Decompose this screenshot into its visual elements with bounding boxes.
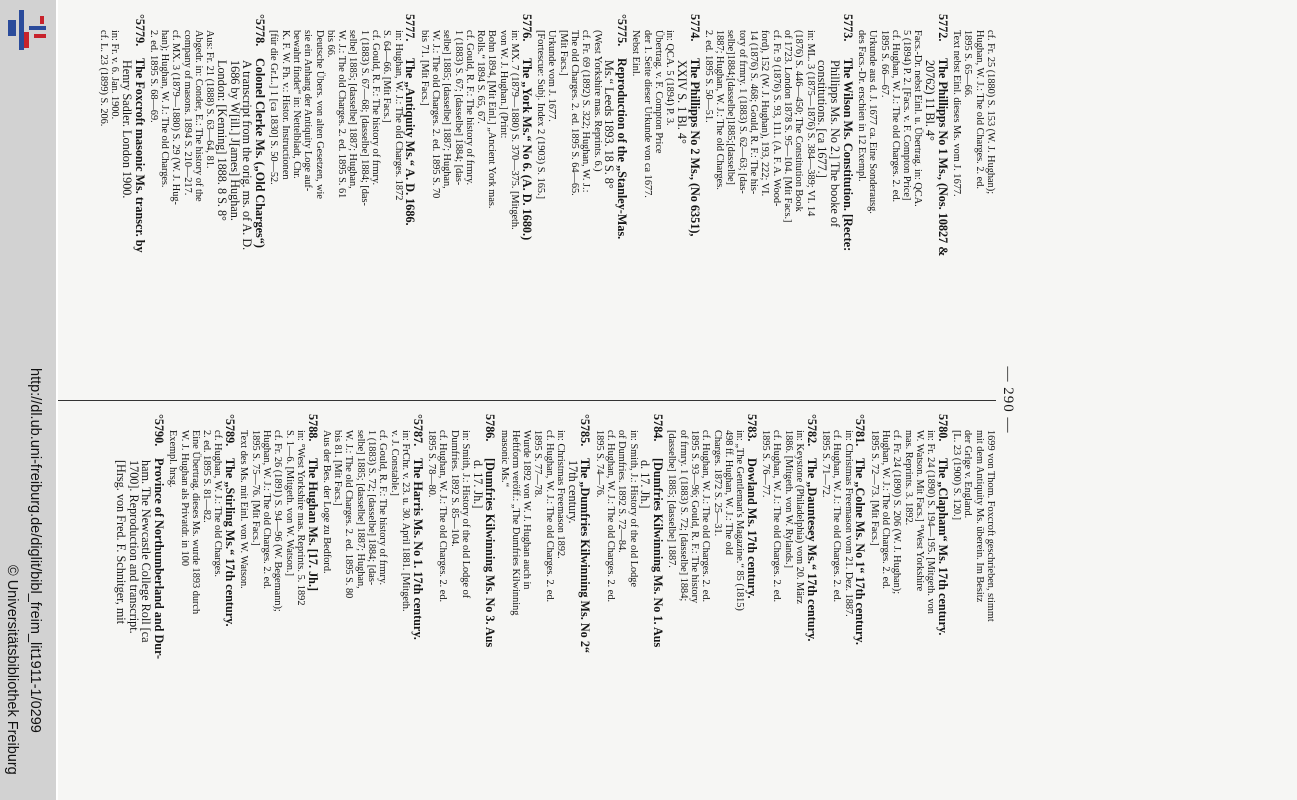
entry-note-line: cf. Hughan, W. J.: The old Charges. 2. ed. xyxy=(437,430,449,603)
entry-title: The Phillipps No 1 Ms., (Nos. 10827 & xyxy=(935,58,950,257)
entry-note-line: in: Christmas Freemason vom 21. Dez. 1887. xyxy=(842,430,854,617)
entry-title-line: 1700]. Reproduction and transcript. xyxy=(126,460,141,634)
entry-note-line: 1895 S. 77—78. xyxy=(532,430,544,498)
entry-note-line: selbe] 1885; [dasselbe] 1887; Hughan, xyxy=(347,30,359,189)
entry-note-line: 1895 S. 75—76. [Mit Facs.] xyxy=(249,430,261,546)
entry-note-line: of 1723. London 1878 S. 95—104. [Mit Facs.] xyxy=(781,30,793,223)
entry-number: °5789. xyxy=(223,414,238,447)
entry-note-line: bis 81. [Mit Facs.] xyxy=(332,430,344,506)
entry-title-line: 1686 by W[ill.] J[ames] Hughan. xyxy=(227,60,242,221)
entry-note-line: Urkunde vom J. 1677. xyxy=(546,30,558,122)
bibliography-entry xyxy=(418,14,532,386)
entry-title-line: d. 17. Jh.] xyxy=(638,460,653,509)
entry-title-line: ham. The Newcastle College Roll [ca xyxy=(139,460,154,643)
entry-title-line: 17th century. xyxy=(565,460,580,524)
entry-note-line: Deutsche Übers. von alten Gesetzen, wie xyxy=(313,30,325,199)
entry-note-line: W. J.: The old Charges. 2. ed. 1895 S. 80 xyxy=(343,430,355,599)
entry-heading xyxy=(854,414,867,786)
bibliography-entry xyxy=(535,14,628,386)
entry-note-line: 5 (1894) P. 2. [Facs. v. F. Compton Price] xyxy=(901,30,913,201)
entry-heading xyxy=(484,414,497,786)
entry-note-line: 1 (1883) S. 67; [dasselbe] 1884; [das- xyxy=(452,30,464,186)
entry-title: The Foxcroft masonic Ms. transcr. by xyxy=(132,58,147,253)
entry-note-line: 1895 S. 66—67. xyxy=(878,30,890,98)
entry-note-line: in: Fr. 24 (1890) S. 194—195. [Mitgeth. von xyxy=(925,430,937,614)
entry-note-line: 1895 S. 74—76. xyxy=(593,430,605,498)
entry-note-line: [Fortescue: Subj. Index 2 (1903) S. 165.] xyxy=(535,30,547,200)
entry-note-line: Abgedr. in: Conder, E.: The history of the xyxy=(193,30,205,202)
entry-title: [Dumfries Kilwinning Ms. No 1. Aus xyxy=(651,458,666,648)
entry-note-line: selbe] 1885; [dasselbe] 1887; Hughan, xyxy=(441,30,453,189)
entry-note-line: 2. ed. 1895 S. 50—51. xyxy=(702,30,714,123)
entry-note-line: 1895 S. 65—66. xyxy=(962,30,974,98)
entry-note-line: mas. Reprints. 3. 1892. xyxy=(902,430,914,526)
bibliography-entry xyxy=(703,14,854,386)
bibliography-entry xyxy=(268,14,416,386)
entry-note-line: S. 64—66. [Mit Facs.] xyxy=(381,30,393,123)
entry-note-line: cf. L. 23 (1899) S. 206. xyxy=(97,30,109,127)
entry-note-line: 1895 S. 93—96; Gould, R. F.: The history xyxy=(688,430,700,604)
entry-note-line: cf. Hughan, W. J.: The old Charges. xyxy=(212,430,224,577)
entry-note-line: Übertrag. v. F. Compton Price xyxy=(652,30,664,154)
entry-heading xyxy=(936,14,949,386)
entry-number: 5788. xyxy=(305,414,320,442)
entry-number: 5772. xyxy=(935,14,950,42)
entry-heading xyxy=(615,14,628,386)
entry-note-line: cf. Hughan, W. J.: The old Charges. 2. ed. xyxy=(771,430,783,603)
entry-note-line: in: Hughan, W. J.: The old Charges. 1872 xyxy=(392,30,404,201)
bibliography-entry xyxy=(498,414,591,786)
entry-title: The „Colne Ms. No 1“ 17th century. xyxy=(853,458,868,645)
entry-number: 5783. xyxy=(744,414,759,442)
entry-note-line: W. J.: The old Charges. 2. ed. 1895 S. 70 xyxy=(429,30,441,199)
entry-heading xyxy=(745,414,758,786)
right-column xyxy=(112,414,996,786)
entry-number: 5786. xyxy=(483,414,498,442)
entry-note-line: Nebst Einl. xyxy=(630,30,642,77)
entry-note-line: W. J.: The old Charges. 2. ed. 1895 S. 61 xyxy=(336,30,348,199)
entry-note-line: Text des Ms. mit Einl. von W. Watson. xyxy=(238,430,250,589)
entry-heading xyxy=(253,14,266,386)
entry-heading xyxy=(133,14,146,386)
entry-note-line: in: °West Yorkshire mas. Reprints. 5. 1892 xyxy=(294,430,306,606)
column-divider xyxy=(58,400,996,401)
entry-note-line: cf. Hughan, W. J.: The old Charges. 2. ed. xyxy=(605,430,617,603)
entry-title-line: London: [Kenning] 1888. 8 S. 8° xyxy=(215,60,230,221)
bibliography-entry xyxy=(868,414,948,786)
entry-title: The „Clapham“ Ms. 17th century. xyxy=(935,458,950,636)
entry-note-line: The old Charges. 2. ed. 1895 S. 64—65. xyxy=(568,30,580,196)
entry-number: °5785. xyxy=(578,414,593,447)
entry-number: °5778. xyxy=(253,14,268,47)
entry-note-line: bis 71. [Mit Facs.] xyxy=(418,30,430,106)
entry-title: The Phillipps No 2 Ms., (No 6351), xyxy=(687,58,702,237)
entry-title: Dowland Ms. 17th century. xyxy=(744,458,759,599)
entry-note-line: K. F. W. Fh. v.: Histor. Instructionen xyxy=(279,30,291,180)
bibliography-entry xyxy=(167,414,236,786)
entry-number: 5774. xyxy=(687,14,702,42)
entry-note-line: in: Fr. v. 6. Jan. 1900. xyxy=(109,30,121,120)
entry-title: Colonel Clerke Ms. („Old Charges“) xyxy=(253,58,268,248)
entry-title: The „Dauntesey Ms.“ 17th century. xyxy=(804,458,819,642)
entry-title: The „Antiquity Ms.“ A. D. 1686. xyxy=(403,58,418,226)
entry-note-line: masonic Ms.“ xyxy=(498,430,510,488)
bibliography-entry xyxy=(321,414,424,786)
entry-note-line: Hughan, W. J.: The old Charges. 2. ed. xyxy=(973,30,985,189)
bibliography-entry xyxy=(238,414,318,786)
entry-note-line: selbe]1884;[dasselbe]1885;[dasselbe] xyxy=(725,30,737,185)
entry-note-line: in: FrChr. v. 23. u. 30. April 1881. [Mitgeth. xyxy=(399,430,411,612)
entry-title: The „York Ms.“ No 6. (A. D. 1680.) xyxy=(519,58,534,241)
entry-title-line: Ms.“ Leeds 1893. 18 S. 8° xyxy=(602,60,617,189)
entry-note-line: mit dem Antiquity Ms. überein. Im Besitz xyxy=(973,430,985,603)
entry-number: °5775. xyxy=(614,14,629,47)
entry-note-line: 2. ed. 1895 S. 81—82. xyxy=(201,430,213,523)
entry-note-line: 2. ed. 1895 S. 68—69. xyxy=(147,30,159,123)
entry-note-line: selbe] 1885; [dasselbe] 1887; Hughan, xyxy=(354,430,366,589)
entry-note-line: 1895 S. 72—73. [Mit Facs.] xyxy=(868,430,880,546)
entry-heading xyxy=(688,14,701,386)
entry-note-line: cf. Hughan, W. J.: The old Charges. 2. ed. xyxy=(700,430,712,603)
entry-note-line: in: Smith, J.: History of the old Lodge xyxy=(627,430,639,588)
entry-note-line: Aus: Fr. 21 (1888) S. 63—64, 81. xyxy=(204,30,216,169)
entry-title: The Harris Ms. No 1. 17th century. xyxy=(410,458,425,640)
entry-note-line: Dumfries. 1892 S. 85—104. xyxy=(448,430,460,547)
page-content-rotated xyxy=(58,14,1016,786)
entry-note-line: 1887; Hughan, W. J.: The old Charges. xyxy=(714,30,726,190)
entry-note-line: [dasselbe] 1885; [dasselbe] 1887. xyxy=(666,430,678,568)
entry-note-line: 14 (1876) S. 468; Gould, R. F.: The his- xyxy=(748,30,760,195)
bibliography-entry xyxy=(951,14,996,386)
viewer-sidebar xyxy=(0,0,56,800)
bibliography-entry xyxy=(630,14,701,386)
entry-note-line: von W. J. Hughan.] (Print: xyxy=(497,30,509,139)
bibliography-entry xyxy=(951,414,996,786)
entry-note-line: (1876) S. 446—450; The Constitution Book xyxy=(793,30,805,212)
entry-note-line: (West Yorkshire mas. Reprints. 6.) xyxy=(591,30,603,172)
entry-title: The „Stirling Ms.“ 17th century. xyxy=(223,458,238,627)
bibliography-entry xyxy=(760,414,818,786)
entry-note-line: cf. Gould, R. F.: The history of frmry. xyxy=(377,430,389,586)
entry-heading xyxy=(805,414,818,786)
university-library-logo-icon[interactable] xyxy=(4,6,48,52)
bibliography-entry xyxy=(856,14,949,386)
entry-note-line: [L. 23 (1900) S. 120.] xyxy=(951,430,963,521)
entry-title-line: Phillipps Ms. No 2.] The booke of xyxy=(827,60,842,228)
entry-note-line: Facs.-Dr. nebst Einl. u. Übertrag. in: QCA. xyxy=(912,30,924,207)
entry-note-line: in: MX. 7 (1879—1880) S. 370—375. [Mitgeth. xyxy=(509,30,521,230)
entry-note-line: Heftform veröff.: „The Dumfries Kilwinning xyxy=(509,430,521,616)
document-url[interactable]: http://dl.ub.uni-freiburg.de/diglit/bibl_freim_lit1911-1/0299 xyxy=(27,368,43,733)
entry-note-line: Urkunde aus d. J. 1677 ca. Eine Sonderausg. xyxy=(867,30,879,214)
entry-note-line: cf. Gould, R. F.: The history of frmry. xyxy=(370,30,382,186)
entry-title: Province of Northumberland and Dur- xyxy=(151,458,166,660)
entry-note-line: of frmry. 1 (1883) S. 72; [dasselbe] 1884; xyxy=(677,430,689,602)
entry-note-line: cf. Fr. 24 (1890) S. 206 (W. J. Hughan); xyxy=(891,430,903,595)
page-header xyxy=(998,14,1014,786)
entry-note-line: 1 (1883) S. 72; [dasselbe] 1884; [das- xyxy=(366,430,378,586)
entry-heading xyxy=(152,414,165,786)
entry-note-line: cf. Gould, R. F.: The history of frmry. xyxy=(463,30,475,186)
entry-title: [Dumfries Kilwinning Ms. No 3. Aus xyxy=(483,458,498,648)
entry-title-line: XXIV S. 1 Bl. 4° xyxy=(674,60,689,144)
entry-note-line: cf. Hughan, W. J.: The old Charges. 2. ed. xyxy=(543,430,555,603)
entry-heading xyxy=(651,414,664,786)
entry-note-line: Hughan, W. J.: The old Charges. 2. ed. xyxy=(879,430,891,589)
entry-note-line: cf. Fr. 9 (1876) S. 93, 111. (A. F. A. Wood- xyxy=(770,30,782,207)
bibliography-entry xyxy=(820,414,867,786)
entry-note-line: company of masons. 1894 S. 210—217. xyxy=(181,30,193,196)
entry-heading xyxy=(520,14,533,386)
entry-heading xyxy=(411,414,424,786)
entry-heading xyxy=(306,414,319,786)
scanned-page xyxy=(58,0,1297,800)
entry-heading xyxy=(404,14,417,386)
entry-number: °5779. xyxy=(132,14,147,47)
entry-number: °5790. xyxy=(151,414,166,447)
entry-note-line: 1 (1883) S. 67—68; [dasselbe] 1884; [das- xyxy=(358,30,370,206)
entry-note-line: 1895 S. 76—77. xyxy=(760,430,772,498)
entry-note-line: cf. Hughan, W. J.: The old Charges. 2. ed. xyxy=(889,30,901,203)
entry-note-line: 1886. [Mitgeth. von W. Rylands.] xyxy=(782,430,794,569)
entry-note-line: der Grlge v. England. xyxy=(962,430,974,519)
entry-note-line: W. Watson. Mit Facs.] °West Yorkshire xyxy=(913,430,925,592)
entry-note-line: [für die Gr.L.] 1 [ca 1830] S. 50—52. xyxy=(268,30,280,185)
bibliography-entry xyxy=(98,14,146,386)
entry-note-line: in: „The Gentleman's Magazine.“ 85 (1815) xyxy=(734,430,746,611)
entry-title-line: A transcript from the orig. ms. of A. D. xyxy=(240,60,255,251)
entry-number: 5773. xyxy=(840,14,855,42)
entry-note-line: bewahrt findet“ in: Nettelbladt, Chr. xyxy=(291,30,303,179)
entry-note-line: cf. Fr. 25 (1880) S. 153 (W. J. Hughan); xyxy=(985,30,996,195)
entry-title: Reproduction of the „Stanley-Mas. xyxy=(614,58,629,240)
entry-number: 5777. xyxy=(403,14,418,42)
entry-number: °5781. xyxy=(853,414,868,447)
entry-note-line: der 1. Seite dieser Urkunde von ca 1677. xyxy=(641,30,653,198)
entry-note-line: Charges. 1872 S. 25—31. xyxy=(711,430,723,537)
entry-title-line: 20762) 11 Bl. 4° xyxy=(923,60,938,141)
page-number: — 290 — xyxy=(1000,366,1016,434)
entry-note-line: 1895 S. 78—80. xyxy=(425,430,437,498)
bibliography-entry xyxy=(114,414,165,786)
entry-note-line: Rolls.“ 1894 S. 65, 67. xyxy=(475,30,487,124)
entry-note-line: W. J. Hughan als Privatdr. in 100 xyxy=(178,430,190,567)
entry-note-line: 1699 von Thom. Foxcroft geschrieben, stimmt xyxy=(985,430,996,622)
entry-note-line: ford), 152 (W. J. Hughan), 193, 222; VI. xyxy=(759,30,771,197)
entry-title-line: constitutions. [ca 1677.] xyxy=(815,60,830,178)
entry-note-line: bis 66. xyxy=(324,30,336,58)
entry-note-line: cf. Fr. 26 (1891) S. 94—96 (W. Begemann); xyxy=(272,430,284,612)
entry-note-line: Bohn 1894, [Mit Einl.] „Ancient York mas. xyxy=(486,30,498,209)
entry-title: The „Dumfries Kilwinning Ms. No 2“ xyxy=(578,458,593,654)
entry-number: °5787. xyxy=(410,414,425,447)
entry-note-line: S. 1—6. [Mitgeth. von W. Watson.] xyxy=(283,430,295,577)
entry-note-line: 1895 S. 71—72. xyxy=(820,430,832,498)
entry-note-line: Wurde 1892 von W. J. Hughan auch in xyxy=(521,430,533,590)
entry-note-line: in: Christmas Freemason 1892. xyxy=(555,430,567,559)
entry-note-line: Exempl. hrsg. xyxy=(167,430,179,488)
entry-title-line: [Hrsg. von Fred. F. Schnitger, mit xyxy=(113,460,128,625)
entry-note-line: in: ML. 3 (1875—1876) S. 384—389; VI. 14 xyxy=(804,30,816,217)
entry-heading xyxy=(579,414,592,786)
entry-note-line: tory of frmry. 1 (1883) S. 62—63; [das- xyxy=(736,30,748,194)
bibliography-entry xyxy=(593,414,664,786)
entry-note-line: of Dumfries. 1892 S. 72—84. xyxy=(616,430,628,553)
bibliography-entry xyxy=(426,414,497,786)
entry-title-line: Henry Sadler. London 1900. xyxy=(119,60,134,199)
entry-note-line: in: Keystone (Philadelphia) vom 20. März xyxy=(794,430,806,604)
entry-heading xyxy=(936,414,949,786)
entry-note-line: Eine Übertrag. dieses Ms. wurde 1893 durch xyxy=(189,430,201,615)
entry-note-line: sie ein Anhang der Antiquity Loge auf- xyxy=(302,30,314,192)
entry-note-line: v. J. Constable.] xyxy=(388,430,400,496)
entry-title-line: d. 17. Jh.] xyxy=(470,460,485,509)
entry-number: 5780. xyxy=(935,414,950,442)
bibliography-entry xyxy=(148,14,267,386)
entry-note-line: Aus der Bes. der Loge zu Bedford. xyxy=(320,430,332,574)
entry-note-line: Hughan, W. J.: The old Charges. 2. ed. xyxy=(261,430,273,589)
entry-number: 5776. xyxy=(519,14,534,42)
entry-note-line: Text nebst Einl. dieses Ms. vom J. 1677. xyxy=(951,30,963,197)
entry-title: The Wilson Ms. Constitution. [Recte: xyxy=(840,58,855,252)
entry-number: 5784. xyxy=(651,414,666,442)
entry-note-line: 498 ff. Hughan, W. J.: The old xyxy=(722,430,734,555)
entry-note-line: han); Hughan, W. J.: The old Charges. xyxy=(159,30,171,188)
entry-note-line: cf. Hughan, W. J.: The old Charges. 2. ed. xyxy=(831,430,843,603)
entry-heading xyxy=(841,14,854,386)
left-column xyxy=(96,14,996,386)
entry-note-line: des Facs.-Dr. erschien in 12 Exempl. xyxy=(855,30,867,182)
entry-note-line: cf. Fr. 69 (1892) S. 322; Hughan, W. J.: xyxy=(580,30,592,193)
entry-number: °5782. xyxy=(804,414,819,447)
entry-title: The Hughan Ms. [17. Jh.] xyxy=(305,458,320,592)
entry-note-line: in: Smith, J.: History of the old Lodge of xyxy=(459,430,471,599)
entry-note-line: cf. MX. 3 (1879—1880) S. 29 (W. J. Hug- xyxy=(170,30,182,205)
entry-heading xyxy=(223,414,236,786)
entry-note-line: [Mit Facs.] xyxy=(557,30,569,76)
bibliography-entry xyxy=(666,414,758,786)
copyright-notice: © Universitätsbibliothek Freiburg xyxy=(4,565,20,775)
entry-note-line: in: QCA. 5 (1894) P. 3. xyxy=(664,30,676,126)
